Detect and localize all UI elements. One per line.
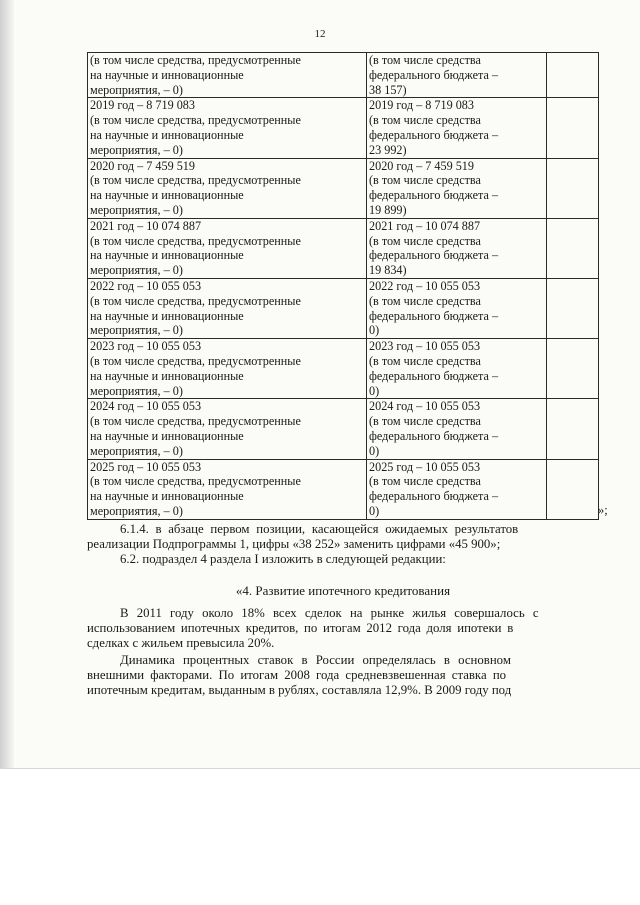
cell-line: (в том числе средства: [369, 173, 481, 188]
cell-line: на научные и инновационные: [90, 368, 244, 383]
empty-cell: [547, 98, 599, 158]
table-row: [88, 158, 599, 218]
cell-line: 0): [369, 443, 380, 458]
cell-line: (в том числе средства: [369, 53, 481, 67]
cell-line: мероприятия, – 0): [90, 383, 183, 398]
cell-line: (в том числе средства, предусмотренные: [90, 293, 301, 308]
text-line: использованием ипотечных кредитов, по итогам 2012 года доля ипотеки в: [87, 620, 514, 635]
text-line: внешними факторами. По итогам 2008 года средневзвешенная ставка по: [87, 667, 507, 682]
cell-line: 0): [369, 503, 380, 518]
cell-line: 2024 год – 10 055 053: [90, 399, 202, 414]
cell-line: федерального бюджета –: [369, 489, 499, 504]
funding-cell-total: [88, 158, 367, 218]
cell-line: (в том числе средства: [369, 474, 481, 489]
cell-line: 2020 год – 7 459 519: [369, 158, 474, 173]
cell-line: (в том числе средства, предусмотренные: [90, 474, 301, 489]
cell-line: на научные и инновационные: [90, 188, 244, 203]
text-line: Динамика процентных ставок в России определялась в основном: [120, 653, 511, 667]
cell-line: 2025 год – 10 055 053: [90, 459, 202, 474]
cell-line: (в том числе средства: [369, 353, 481, 368]
cell-line: (в том числе средства, предусмотренные: [90, 414, 301, 429]
paragraph-2: [87, 653, 599, 697]
cell-line: 2019 год – 8 719 083: [369, 98, 474, 113]
cell-line: 2024 год – 10 055 053: [369, 399, 481, 414]
funding-cell-federal: [367, 53, 547, 98]
funding-cell-total: [88, 459, 367, 519]
table-closing-quote: »;: [598, 503, 608, 517]
funding-cell-federal: [367, 459, 547, 519]
cell-line: (в том числе средства: [369, 113, 481, 128]
table-row: [88, 218, 599, 278]
cell-line: на научные и инновационные: [90, 308, 244, 323]
text-line: сделках с жильем превысила 20%.: [87, 635, 275, 650]
cell-line: 2021 год – 10 074 887: [369, 218, 481, 233]
cell-line: (в том числе средства, предусмотренные: [90, 53, 301, 67]
cell-line: на научные и инновационные: [90, 127, 244, 142]
funding-cell-federal: [367, 158, 547, 218]
cell-line: 2020 год – 7 459 519: [90, 158, 195, 173]
cell-line: (в том числе средства, предусмотренные: [90, 173, 301, 188]
empty-cell: [547, 158, 599, 218]
table-row: [88, 98, 599, 158]
text-line: В 2011 году около 18% всех сделок на рынке жилья совершалось с: [120, 606, 539, 620]
cell-line: (в том числе средства, предусмотренные: [90, 113, 301, 128]
cell-line: (в том числе средства, предусмотренные: [90, 233, 301, 248]
text-line: реализации Подпрограммы 1, цифры «38 252» заменить цифрами «45 900»;: [87, 536, 501, 551]
funding-cell-total: [88, 339, 367, 399]
cell-line: на научные и инновационные: [90, 489, 244, 504]
cell-line: мероприятия, – 0): [90, 142, 183, 157]
amendment-6-1-4: [87, 522, 599, 552]
empty-cell: [547, 278, 599, 338]
funding-cell-total: [88, 218, 367, 278]
scan-edge-shadow: [0, 0, 14, 768]
text-line: ипотечным кредитам, выданным в рублях, составляла 12,9%. В 2009 году под: [87, 682, 512, 697]
table-row: [88, 278, 599, 338]
cell-line: 2023 год – 10 055 053: [90, 339, 202, 354]
text-line: 6.1.4. в абзаце первом позиции, касающейся ожидаемых результатов: [120, 522, 519, 536]
funding-cell-total: [88, 53, 367, 98]
page-number: 12: [314, 28, 326, 40]
funding-table: [87, 52, 599, 520]
cell-line: мероприятия, – 0): [90, 202, 183, 217]
table-row: [88, 399, 599, 459]
cell-line: 19 834): [369, 263, 407, 278]
cell-line: 38 157): [369, 82, 407, 97]
cell-line: 2022 год – 10 055 053: [90, 278, 202, 293]
cell-line: мероприятия, – 0): [90, 323, 183, 338]
cell-line: 0): [369, 383, 380, 398]
cell-line: федерального бюджета –: [369, 188, 499, 203]
cell-line: 23 992): [369, 142, 407, 157]
funding-cell-total: [88, 399, 367, 459]
cell-line: 2023 год – 10 055 053: [369, 339, 481, 354]
funding-cell-federal: [367, 278, 547, 338]
amendment-6-2: [87, 552, 599, 567]
paragraph-1: [87, 606, 599, 650]
text-line: 6.2. подраздел 4 раздела I изложить в следующей редакции:: [120, 552, 446, 566]
funding-cell-total: [88, 98, 367, 158]
funding-cell-federal: [367, 399, 547, 459]
cell-line: федерального бюджета –: [369, 127, 499, 142]
cell-line: мероприятия, – 0): [90, 263, 183, 278]
cell-line: (в том числе средства: [369, 233, 481, 248]
funding-cell-federal: [367, 218, 547, 278]
cell-line: (в том числе средства, предусмотренные: [90, 353, 301, 368]
cell-line: федерального бюджета –: [369, 308, 499, 323]
empty-cell: [547, 218, 599, 278]
funding-cell-total: [88, 278, 367, 338]
cell-line: федерального бюджета –: [369, 248, 499, 263]
table-row: [88, 459, 599, 519]
cell-line: 2019 год – 8 719 083: [90, 98, 195, 113]
funding-cell-federal: [367, 339, 547, 399]
cell-line: мероприятия, – 0): [90, 503, 183, 518]
cell-line: федерального бюджета –: [369, 428, 499, 443]
empty-cell: [547, 399, 599, 459]
cell-line: на научные и инновационные: [90, 67, 244, 82]
table-row: [88, 53, 599, 98]
cell-line: 19 899): [369, 202, 407, 217]
section-heading: «4. Развитие ипотечного кредитования: [235, 583, 451, 598]
cell-line: на научные и инновационные: [90, 248, 244, 263]
cell-line: мероприятия, – 0): [90, 443, 183, 458]
funding-cell-federal: [367, 98, 547, 158]
cell-line: 2025 год – 10 055 053: [369, 459, 481, 474]
cell-line: (в том числе средства: [369, 293, 481, 308]
empty-cell: [547, 53, 599, 98]
cell-line: мероприятия, – 0): [90, 82, 183, 97]
cell-line: (в том числе средства: [369, 414, 481, 429]
cell-line: федерального бюджета –: [369, 67, 499, 82]
empty-cell: [547, 459, 599, 519]
table-row: [88, 339, 599, 399]
cell-line: 0): [369, 323, 380, 338]
cell-line: 2021 год – 10 074 887: [90, 218, 202, 233]
cell-line: 2022 год – 10 055 053: [369, 278, 481, 293]
empty-cell: [547, 339, 599, 399]
cell-line: федерального бюджета –: [369, 368, 499, 383]
cell-line: на научные и инновационные: [90, 428, 244, 443]
